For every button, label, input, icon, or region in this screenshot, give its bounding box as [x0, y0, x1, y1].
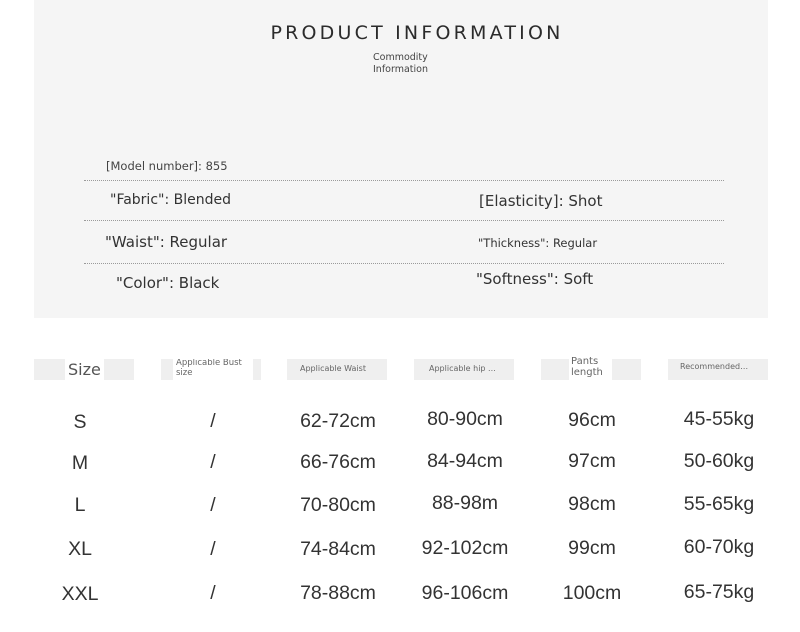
- cell-waist: 78-88cm: [300, 582, 376, 604]
- header-size-label: Size: [65, 359, 104, 380]
- cell-size: M: [71, 452, 89, 474]
- model-number: [Model number]: 855: [106, 159, 228, 173]
- cell-waist: 62-72cm: [300, 410, 376, 432]
- attr-waist: "Waist": Regular: [105, 233, 228, 251]
- cell-pants-length: 97cm: [568, 450, 616, 472]
- divider: [84, 263, 724, 264]
- cell-recommended: 55-65kg: [683, 493, 755, 515]
- header-bust: [161, 359, 261, 380]
- page-title: PRODUCT INFORMATION: [270, 22, 564, 44]
- cell-bust: /: [210, 451, 216, 473]
- cell-recommended: 60-70kg: [683, 536, 755, 558]
- cell-bust: /: [210, 494, 216, 516]
- attr-elasticity: [Elasticity]: Shot: [479, 192, 603, 210]
- cell-recommended: 65-75kg: [683, 581, 755, 603]
- header-size: [34, 359, 134, 380]
- cell-recommended: 50-60kg: [683, 450, 755, 472]
- subtitle-line-2: Information: [373, 64, 428, 75]
- header-bust-label: Applicable Bust size: [176, 359, 242, 378]
- cell-recommended: 45-55kg: [683, 408, 755, 430]
- cell-size: S: [73, 411, 87, 433]
- attr-softness: "Softness": Soft: [476, 270, 594, 288]
- cell-hip: 92-102cm: [421, 537, 509, 559]
- cell-bust: /: [210, 582, 216, 604]
- header-pants-length: [541, 356, 641, 380]
- cell-pants-length: 98cm: [568, 493, 616, 515]
- cell-waist: 70-80cm: [300, 494, 376, 516]
- cell-pants-length: 100cm: [562, 582, 622, 604]
- cell-bust: /: [210, 410, 216, 432]
- page-subtitle: [373, 52, 463, 76]
- header-pants-length-label: Pants length: [571, 356, 603, 378]
- cell-waist: 66-76cm: [300, 451, 376, 473]
- subtitle-line-1: Commodity: [373, 52, 428, 63]
- cell-pants-length: 96cm: [568, 409, 616, 431]
- cell-bust: /: [210, 538, 216, 560]
- header-recommended-label: Recommended ...: [680, 362, 750, 371]
- header-recommended: [668, 359, 768, 380]
- divider: [84, 180, 724, 181]
- divider: [84, 220, 724, 221]
- cell-size: XXL: [61, 583, 99, 605]
- cell-size: L: [74, 494, 86, 516]
- header-waist: [287, 359, 387, 380]
- cell-hip: 88-98m: [431, 492, 499, 514]
- header-hip-label: Applicable hip ...: [429, 364, 496, 373]
- attr-thickness: "Thickness": Regular: [478, 236, 598, 250]
- cell-pants-length: 99cm: [568, 537, 616, 559]
- cell-size: XL: [68, 538, 92, 560]
- header-hip: [414, 359, 514, 380]
- attr-fabric: "Fabric": Blended: [110, 192, 231, 208]
- attr-color: "Color": Black: [116, 274, 220, 292]
- cell-hip: 96-106cm: [421, 582, 509, 604]
- cell-waist: 74-84cm: [300, 538, 376, 560]
- cell-hip: 84-94cm: [427, 450, 503, 472]
- cell-hip: 80-90cm: [427, 408, 503, 430]
- header-waist-label: Applicable Waist: [300, 364, 366, 373]
